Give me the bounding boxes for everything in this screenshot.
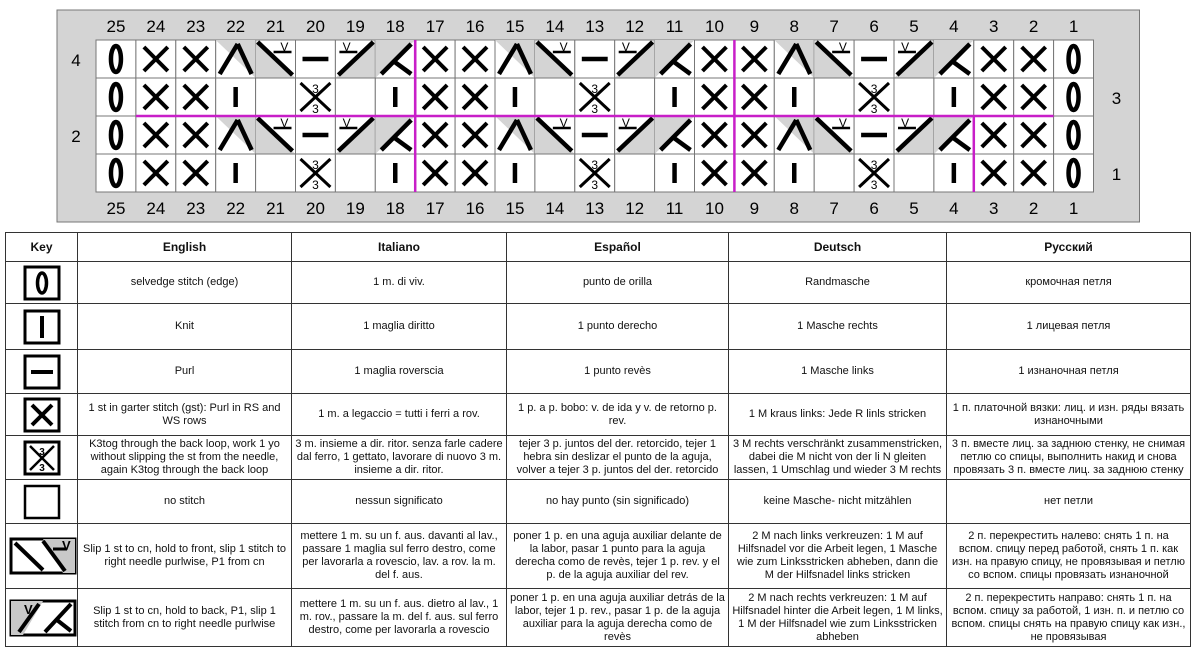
column-number-top: 17 xyxy=(425,17,445,36)
legend-espanol: 1 punto derecho xyxy=(507,304,729,350)
legend-key-cell xyxy=(6,262,78,304)
legend-deutsch: 2 M nach rechts verkreuzen: 1 M auf Hilfsnadel hinter die Arbeit legen, 1 M links, 1 M der Hilfsnadel wie zum Linksstricken abheben xyxy=(729,589,947,647)
legend-deutsch: 1 M kraus links: Jede R linls stricken xyxy=(729,394,947,436)
legend-key-cell xyxy=(6,394,78,436)
column-number-bottom: 19 xyxy=(345,199,365,218)
legend-key-cell xyxy=(6,524,78,589)
slip-v-mark: V xyxy=(621,40,630,54)
k3tog-count: 3 xyxy=(870,82,878,96)
legend-espanol: poner 1 p. en una aguja auxiliar delante de la labor, pasar 1 punto para la aguja derecha como de revès, tejer 1 p. rev. y el p. de la aguja auxiliar del rev. xyxy=(507,524,729,589)
legend-deutsch: 1 Masche links xyxy=(729,350,947,394)
column-number-top: 24 xyxy=(146,17,166,36)
column-number-top: 14 xyxy=(545,17,565,36)
column-number-top: 19 xyxy=(345,17,365,36)
legend-russian: 2 п. перекрестить направо: снять 1 п. на вспом. спицу за работой, 1 изн. п. и петлю со вспом. спицы снять на правую спицу как изн., не провязывая xyxy=(947,589,1191,647)
stitch-cell xyxy=(615,78,655,116)
legend-key-cell xyxy=(6,350,78,394)
column-number-top: 11 xyxy=(665,17,684,36)
column-number-top: 4 xyxy=(949,17,959,36)
legend-row xyxy=(6,350,1191,394)
column-number-top: 13 xyxy=(585,17,605,36)
column-number-top: 8 xyxy=(789,17,799,36)
legend-russian: кромочная петля xyxy=(947,262,1191,304)
column-number-top: 6 xyxy=(869,17,879,36)
column-number-top: 12 xyxy=(625,17,645,36)
legend-english: no stitch xyxy=(78,480,292,524)
legend-italiano: mettere 1 m. su un f. aus. dietro al lav., 1 m. rov., passare la m. del f. aus. sul ferro destro, come per lavorarla a rovescio xyxy=(292,589,507,647)
legend-row xyxy=(6,589,1191,647)
legend-row xyxy=(6,436,1191,480)
k3tog-count: 3 xyxy=(312,82,319,96)
legend-header: Key xyxy=(6,233,78,262)
legend-italiano: 1 maglia diritto xyxy=(292,304,507,350)
slip-v-mark: V xyxy=(621,116,630,130)
row-number-left: 2 xyxy=(71,127,81,146)
column-number-top: 2 xyxy=(1028,17,1039,36)
slip-v-mark: V xyxy=(838,40,847,54)
legend-russian: 3 п. вместе лиц. за заднюю стенку, не снимая петлю со спицы, выполнить накид и снова провязать 3 п. вместе лиц. за заднюю стенку xyxy=(947,436,1191,480)
column-number-bottom: 14 xyxy=(545,199,565,218)
stitch-cell xyxy=(535,154,575,192)
legend-deutsch: Randmasche xyxy=(729,262,947,304)
column-number-bottom: 2 xyxy=(1028,199,1039,218)
column-number-top: 23 xyxy=(186,17,206,36)
column-number-top: 9 xyxy=(749,17,760,36)
column-number-bottom: 16 xyxy=(465,199,485,218)
svg-text:3: 3 xyxy=(38,446,45,458)
legend-key-cell xyxy=(6,589,78,647)
legend-header: Italiano xyxy=(292,233,507,262)
legend-row xyxy=(6,262,1191,304)
svg-text:V: V xyxy=(62,538,71,553)
column-number-bottom: 7 xyxy=(829,199,839,218)
column-number-bottom: 11 xyxy=(665,199,684,218)
legend-english: K3tog through the back loop, work 1 yo without slipping the st from the needle, again K3tog through the back loop xyxy=(78,436,292,480)
column-number-bottom: 4 xyxy=(949,199,959,218)
k3tog-count: 3 xyxy=(591,158,599,172)
k3tog-count: 3 xyxy=(591,82,599,96)
legend-table xyxy=(5,232,1191,647)
column-number-bottom: 21 xyxy=(266,199,286,218)
legend-header: Русский xyxy=(947,233,1191,262)
legend-header: Español xyxy=(507,233,729,262)
legend-english: selvedge stitch (edge) xyxy=(78,262,292,304)
stitch-cell xyxy=(535,78,575,116)
slip-v-mark: V xyxy=(901,116,910,130)
legend-espanol: punto de orilla xyxy=(507,262,729,304)
legend-deutsch: 1 Masche rechts xyxy=(729,304,947,350)
stitch-cell xyxy=(615,154,655,192)
stitch-cell xyxy=(335,154,375,192)
column-number-bottom: 23 xyxy=(186,199,206,218)
k3tog-count: 3 xyxy=(591,178,599,192)
k3tog-count: 3 xyxy=(312,178,319,192)
legend-header: Deutsch xyxy=(729,233,947,262)
slip-v-mark: V xyxy=(342,116,351,130)
knitting-chart xyxy=(0,0,1200,232)
stitch-cell xyxy=(814,78,854,116)
slip-v-mark: V xyxy=(559,40,568,54)
column-number-top: 15 xyxy=(505,17,525,36)
row-number-left: 4 xyxy=(71,51,81,70)
column-number-bottom: 22 xyxy=(226,199,246,218)
no-stitch-icon xyxy=(22,484,62,520)
legend-italiano: mettere 1 m. su un f. aus. davanti al lav., passare 1 maglia sul ferro destro, come per lavorarla a rovescio, lav. a rov. la m. del f. aus. xyxy=(292,524,507,589)
column-number-top: 18 xyxy=(385,17,405,36)
column-number-bottom: 24 xyxy=(146,199,166,218)
legend-row xyxy=(6,524,1191,589)
k3tog-count: 3 xyxy=(870,158,878,172)
legend-deutsch: 3 M rechts verschränkt zusammenstricken, dabei die M nicht von der li N gleiten lassen, 1 Umschlag und wieder 3 M rechts xyxy=(729,436,947,480)
slip-v-mark: V xyxy=(838,116,847,130)
legend-row xyxy=(6,394,1191,436)
legend-deutsch: 2 M nach links verkreuzen: 1 M auf Hilfsnadel vor die Arbeit legen, 1 Masche wie zum Linksstricken abheben, dann die M der Hilfsnadel links stricken xyxy=(729,524,947,589)
legend-espanol: 1 p. a p. bobo: v. de ida y v. de retorno p. rev. xyxy=(507,394,729,436)
legend-italiano: 1 m. di viv. xyxy=(292,262,507,304)
legend-russian: 1 лицевая петля xyxy=(947,304,1191,350)
legend-key-cell xyxy=(6,436,78,480)
legend-italiano: 1 maglia roverscia xyxy=(292,350,507,394)
row-number-right: 3 xyxy=(1111,89,1122,108)
legend-russian: 1 изнаночная петля xyxy=(947,350,1191,394)
legend-italiano: 3 m. insieme a dir. ritor. senza farle cadere dal ferro, 1 gettato, lavorare di nuovo 3 m. insieme a dir. ritor. xyxy=(292,436,507,480)
column-number-bottom: 15 xyxy=(505,199,525,218)
legend-russian: 2 п. перекрестить налево: снять 1 п. на вспом. спицу перед работой, снять 1 п. как изн. на правую спицу, не провязывая и петлю со вспом. спицы провязать изнаночной xyxy=(947,524,1191,589)
stitch-cell xyxy=(256,78,296,116)
legend-row xyxy=(6,304,1191,350)
knit-icon xyxy=(22,309,62,345)
k3tog-count: 3 xyxy=(591,102,599,116)
column-number-top: 3 xyxy=(989,17,999,36)
selvedge-icon xyxy=(22,265,62,301)
legend-row xyxy=(6,480,1191,524)
column-number-bottom: 25 xyxy=(106,199,126,218)
legend-header-row xyxy=(6,233,1191,262)
slip-v-mark: V xyxy=(559,116,568,130)
legend-russian: нет петли xyxy=(947,480,1191,524)
slip-v-mark: V xyxy=(280,40,289,54)
column-number-top: 10 xyxy=(704,17,724,36)
column-number-top: 5 xyxy=(909,17,919,36)
k3tog-count: 3 xyxy=(312,102,319,116)
legend-russian: 1 п. платочной вязки: лиц. и изн. ряды вязать изнаночными xyxy=(947,394,1191,436)
column-number-bottom: 5 xyxy=(909,199,919,218)
legend-key-cell xyxy=(6,480,78,524)
column-number-top: 22 xyxy=(226,17,246,36)
legend-english: Knit xyxy=(78,304,292,350)
stitch-cell xyxy=(335,78,375,116)
column-number-top: 25 xyxy=(106,17,126,36)
legend-english: Slip 1 st to cn, hold to back, P1, slip 1 stitch from cn to right needle purlwise xyxy=(78,589,292,647)
legend-deutsch: keine Masche- nicht mitzählen xyxy=(729,480,947,524)
legend-espanol: tejer 3 p. juntos del der. retorcido, tejer 1 hebra sin deslizar el punto de la aguja, volver a tejer 3 p. juntos del der. retorcido xyxy=(507,436,729,480)
purl-icon xyxy=(22,354,62,390)
legend-english: Purl xyxy=(78,350,292,394)
stitch-cell xyxy=(894,154,934,192)
legend-english: 1 st in garter stitch (gst): Purl in RS and WS rows xyxy=(78,394,292,436)
svg-text:3: 3 xyxy=(38,462,45,474)
k3tog-icon xyxy=(22,440,62,476)
cross-back-icon xyxy=(9,598,77,638)
column-number-bottom: 9 xyxy=(749,199,760,218)
cross-front-icon xyxy=(9,536,77,576)
k3tog-count: 3 xyxy=(870,178,878,192)
slip-v-mark: V xyxy=(901,40,910,54)
stitch-cell xyxy=(256,154,296,192)
stitch-cell xyxy=(894,78,934,116)
k3tog-count: 3 xyxy=(870,102,878,116)
column-number-bottom: 17 xyxy=(425,199,445,218)
column-number-bottom: 8 xyxy=(789,199,799,218)
column-number-bottom: 20 xyxy=(305,199,325,218)
column-number-bottom: 13 xyxy=(585,199,605,218)
garter-icon xyxy=(22,397,62,433)
legend-espanol: no hay punto (sin significado) xyxy=(507,480,729,524)
slip-v-mark: V xyxy=(280,116,289,130)
column-number-top: 7 xyxy=(829,17,839,36)
legend-header: English xyxy=(78,233,292,262)
stitch-cell xyxy=(814,154,854,192)
legend-italiano: 1 m. a legaccio = tutti i ferri a rov. xyxy=(292,394,507,436)
legend-espanol: 1 punto revès xyxy=(507,350,729,394)
slip-v-mark: V xyxy=(342,40,351,54)
column-number-bottom: 10 xyxy=(704,199,724,218)
column-number-top: 16 xyxy=(465,17,485,36)
column-number-top: 1 xyxy=(1068,17,1079,36)
column-number-bottom: 3 xyxy=(989,199,999,218)
legend-key-cell xyxy=(6,304,78,350)
svg-text:V: V xyxy=(24,601,33,617)
column-number-bottom: 12 xyxy=(625,199,645,218)
column-number-top: 21 xyxy=(266,17,286,36)
legend-espanol: poner 1 p. en una aguja auxiliar detrás de la labor, tejer 1 p. rev., pasar 1 p. de la aguja auxiliar para la aguja derecha como de revès xyxy=(507,589,729,647)
column-number-bottom: 6 xyxy=(869,199,879,218)
column-number-bottom: 18 xyxy=(385,199,405,218)
k3tog-count: 3 xyxy=(312,158,319,172)
column-number-bottom: 1 xyxy=(1068,199,1079,218)
legend-italiano: nessun significato xyxy=(292,480,507,524)
legend-english: Slip 1 st to cn, hold to front, slip 1 stitch to right needle purlwise, P1 from cn xyxy=(78,524,292,589)
row-number-right: 1 xyxy=(1111,165,1122,184)
column-number-top: 20 xyxy=(305,17,325,36)
